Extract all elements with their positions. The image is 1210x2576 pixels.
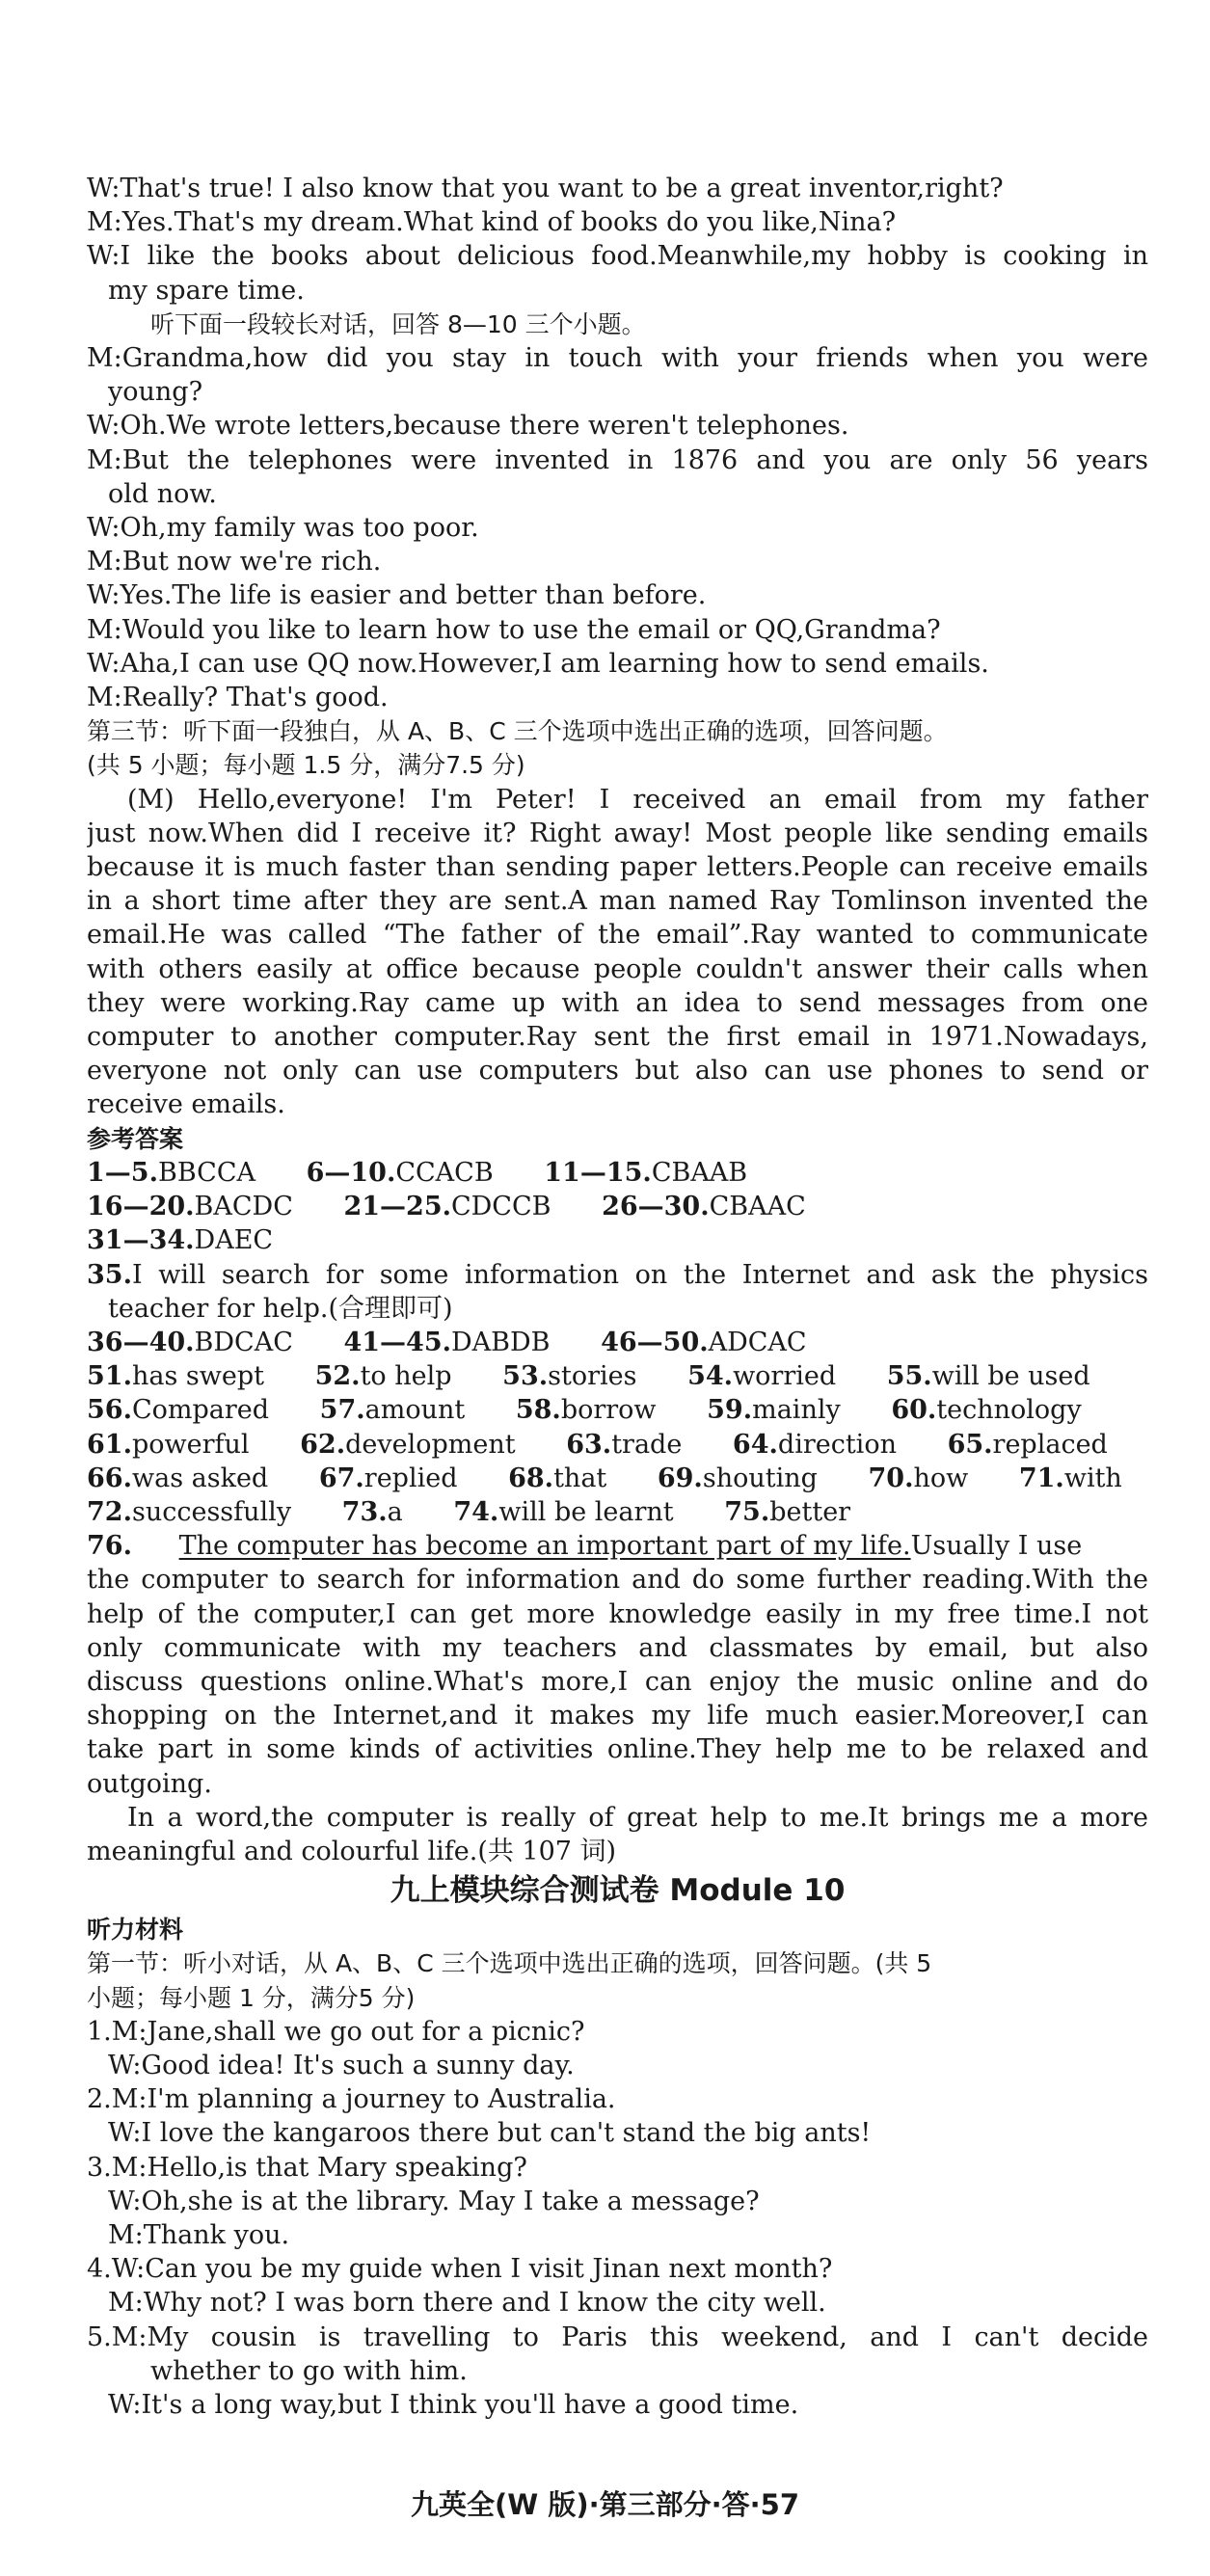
dialogue-line: W:I love the kangaroos there but can't stand the big ants! xyxy=(108,2118,872,2149)
essay-topic-sentence: The computer has become an important part of my life. xyxy=(178,1531,911,1562)
essay-line: In a word,the computer is really of great help to me.It brings me a more xyxy=(127,1802,1148,1833)
answer-value: DAEC xyxy=(194,1225,274,1256)
answer-value: mainly xyxy=(752,1395,841,1426)
dialogue-line: young? xyxy=(108,377,203,408)
answer-number: 59. xyxy=(707,1395,753,1426)
monologue-line: because it is much faster than sending paper letters.People can receive emails xyxy=(87,852,1148,883)
answer-row xyxy=(87,1156,1148,1190)
answer-value: replied xyxy=(363,1462,458,1493)
answer-value: with xyxy=(1063,1462,1122,1493)
answer-number: 31—34. xyxy=(87,1225,195,1256)
answer-number: 6—10. xyxy=(306,1157,396,1188)
answer-number: 36—40. xyxy=(87,1327,195,1357)
dialogue-line: W:Oh.We wrote letters,because there weren't telephones. xyxy=(87,411,849,442)
answers-heading: 参考答案 xyxy=(87,1124,184,1153)
dialogue-line: M:Thank you. xyxy=(108,2219,290,2250)
dialogue-line: 3.M:Hello,is that Mary speaking? xyxy=(87,2152,527,2183)
monologue-line: with others easily at office because people couldn't answer their calls when xyxy=(87,953,1148,984)
answer-value: ADCAC xyxy=(708,1327,807,1357)
answer-35-line2: teacher for help.(合理即可) xyxy=(108,1293,453,1324)
essay-line: the computer to search for information and do some further reading.With the xyxy=(87,1565,1148,1596)
monologue-line: email.He was called “The father of the email”.Ray wanted to communicate xyxy=(87,920,1148,951)
answer-number: 56. xyxy=(87,1395,132,1426)
answer-value: direction xyxy=(777,1429,897,1460)
essay-first-line xyxy=(87,1529,1148,1563)
answer-number: 46—50. xyxy=(601,1327,709,1357)
dialogue-line: 2.M:I'm planning a journey to Australia. xyxy=(87,2084,616,2115)
answer-value: amount xyxy=(364,1395,466,1426)
dialogue-line: M:Grandma,how did you stay in touch with your friends when you were xyxy=(87,343,1148,374)
answer-value: I will search for some information on the Internet and ask the physics xyxy=(131,1259,1148,1290)
answer-row xyxy=(87,1428,1148,1462)
answer-number: 76. xyxy=(87,1531,132,1562)
section-1-scoring: 小题；每小题 1 分，满分5 分) xyxy=(87,1983,416,2012)
answer-number: 71. xyxy=(1018,1462,1064,1493)
answer-value: that xyxy=(553,1462,607,1493)
answer-value: successfully xyxy=(131,1496,292,1527)
answer-value: how xyxy=(913,1462,969,1493)
answer-number: 64. xyxy=(732,1429,778,1460)
answer-number: 74. xyxy=(453,1496,499,1527)
answer-row xyxy=(87,1326,1148,1359)
monologue-line: in a short time after they are sent.A man named Ray Tomlinson invented the xyxy=(87,886,1148,917)
essay-line: outgoing. xyxy=(87,1768,212,1799)
answer-number: 63. xyxy=(566,1429,612,1460)
dialogue-line: W:Oh,my family was too poor. xyxy=(87,513,479,544)
answer-number: 26—30. xyxy=(602,1192,710,1222)
dialogue-line: W:That's true! I also know that you want to be a great inventor,right? xyxy=(87,174,1004,203)
module-title: 九上模块综合测试卷 Module 10 xyxy=(390,1873,846,1909)
answer-number: 58. xyxy=(515,1395,561,1426)
dialogue-line: 5.M:My cousin is travelling to Paris this weekend, and I can't decide xyxy=(87,2321,1148,2352)
answer-number: 1—5. xyxy=(87,1157,158,1188)
answer-value: technology xyxy=(936,1395,1082,1426)
monologue-line: they were working.Ray came up with an idea to send messages from one xyxy=(87,987,1148,1018)
answer-value: Compared xyxy=(131,1395,270,1426)
dialogue-line: whether to go with him. xyxy=(150,2355,468,2386)
answer-number: 41—45. xyxy=(343,1327,451,1357)
answer-number: 65. xyxy=(947,1429,993,1460)
listening-heading: 听力材料 xyxy=(87,1916,184,1945)
answer-number: 54. xyxy=(687,1361,734,1392)
answer-value: a xyxy=(387,1496,403,1527)
essay-line: take part in some kinds of activities online.They help me to be relaxed and xyxy=(87,1734,1148,1765)
answer-number: 67. xyxy=(318,1462,364,1493)
answer-number: 35. xyxy=(87,1259,132,1290)
essay-text: Usually I use xyxy=(910,1531,1083,1562)
answer-number: 57. xyxy=(319,1395,365,1426)
answer-row xyxy=(87,1359,1148,1393)
monologue-line: (M) Hello,everyone! I'm Peter! I received an email from my father xyxy=(127,784,1148,815)
answer-row xyxy=(87,1462,1148,1495)
answer-number: 52. xyxy=(314,1361,361,1392)
answer-value: DABDB xyxy=(451,1327,551,1357)
dialogue-line: W:It's a long way,but I think you'll have a good time. xyxy=(108,2390,799,2420)
dialogue-line: my spare time. xyxy=(108,275,305,306)
dialogue-line: M:But now we're rich. xyxy=(87,547,382,577)
answer-number: 51. xyxy=(87,1361,132,1392)
answer-row xyxy=(87,1495,1148,1529)
answer-number: 61. xyxy=(87,1429,132,1460)
monologue-line: computer to another computer.Ray sent the first email in 1971.Nowadays, xyxy=(87,1022,1148,1053)
section-3-scoring: (共 5 小题；每小题 1.5 分，满分7.5 分) xyxy=(87,751,525,780)
answer-number: 62. xyxy=(300,1429,346,1460)
essay-line: discuss questions online.What's more,I can enjoy the music online and do xyxy=(87,1666,1148,1697)
dialogue-line: W:Aha,I can use QQ now.However,I am learning how to send emails. xyxy=(87,648,989,679)
answer-value: borrow xyxy=(560,1395,657,1426)
answer-value: powerful xyxy=(131,1429,250,1460)
answer-number: 70. xyxy=(868,1462,914,1493)
answer-value: better xyxy=(769,1496,851,1527)
answer-value: has swept xyxy=(131,1361,264,1392)
answer-number: 73. xyxy=(341,1496,388,1527)
essay-line: meaningful and colourful life.(共 107 词) xyxy=(87,1836,617,1866)
answer-number: 11—15. xyxy=(544,1157,652,1188)
answer-value: BDCAC xyxy=(194,1327,293,1357)
answer-number: 68. xyxy=(508,1462,554,1493)
answer-35-line1 xyxy=(87,1258,1148,1292)
answer-value: BACDC xyxy=(194,1192,293,1222)
instruction-8-10: 听下面一段较长对话，回答 8—10 三个小题。 xyxy=(150,309,646,338)
answer-number: 66. xyxy=(87,1462,132,1493)
answer-number: 69. xyxy=(657,1462,703,1493)
answer-value: replaced xyxy=(992,1429,1108,1460)
section-1-heading: 第一节：听小对话，从 A、B、C 三个选项中选出正确的选项，回答问题。(共 5 xyxy=(87,1949,932,1978)
answer-row xyxy=(87,1223,1148,1257)
answer-value: trade xyxy=(611,1429,683,1460)
dialogue-line: W:Good idea! It's such a sunny day. xyxy=(108,2050,575,2080)
monologue-line: everyone not only can use computers but also can use phones to send or xyxy=(87,1056,1148,1087)
answer-number: 21—25. xyxy=(343,1192,451,1222)
answer-row xyxy=(87,1393,1148,1427)
dialogue-line: M:Would you like to learn how to use the email or QQ,Grandma? xyxy=(87,614,941,645)
answer-number: 75. xyxy=(724,1496,770,1527)
answer-value: was asked xyxy=(131,1462,269,1493)
dialogue-line: M:Really? That's good. xyxy=(87,683,389,713)
dialogue-line: W:Oh,she is at the library. May I take a message? xyxy=(108,2186,760,2216)
essay-line: shopping on the Internet,and it makes my life much easier.Moreover,I can xyxy=(87,1701,1148,1731)
answer-row xyxy=(87,1190,1148,1223)
dialogue-line: W:Yes.The life is easier and better than before. xyxy=(87,580,707,611)
answer-number: 55. xyxy=(886,1361,932,1392)
answer-number: 53. xyxy=(502,1361,549,1392)
monologue-line: just now.When did I receive it? Right away! Most people like sending emails xyxy=(87,818,1148,848)
dialogue-line: old now. xyxy=(108,478,217,509)
essay-line: help of the computer,I can get more knowledge easily in my free time.I not xyxy=(87,1598,1148,1629)
answer-value: CCACB xyxy=(395,1157,494,1188)
answer-value: CBAAB xyxy=(651,1157,748,1188)
answer-number: 16—20. xyxy=(87,1192,195,1222)
answer-value: CDCCB xyxy=(451,1192,551,1222)
dialogue-line: 4.W:Can you be my guide when I visit Jinan next month? xyxy=(87,2254,833,2285)
essay-line: only communicate with my teachers and classmates by email, but also xyxy=(87,1632,1148,1663)
answer-value: will be used xyxy=(931,1361,1090,1392)
monologue-line: receive emails. xyxy=(87,1089,285,1120)
answer-value: development xyxy=(345,1429,516,1460)
dialogue-line: M:Yes.That's my dream.What kind of books do you like,Nina? xyxy=(87,207,897,238)
answer-number: 72. xyxy=(87,1496,132,1527)
answer-value: will be learnt xyxy=(498,1496,674,1527)
dialogue-line: M:But the telephones were invented in 1876 and you are only 56 years xyxy=(87,444,1148,475)
dialogue-line: 1.M:Jane,shall we go out for a picnic? xyxy=(87,2016,585,2047)
section-3-heading: 第三节：听下面一段独白，从 A、B、C 三个选项中选出正确的选项，回答问题。 xyxy=(87,717,948,746)
answer-value: shouting xyxy=(702,1462,818,1493)
answer-value: stories xyxy=(548,1361,637,1392)
dialogue-line: W:I like the books about delicious food.Meanwhile,my hobby is cooking in xyxy=(87,241,1148,272)
page-footer: 九英全(W 版)·第三部分·答·57 xyxy=(411,2488,799,2521)
answer-value: to help xyxy=(360,1361,452,1392)
answer-number: 60. xyxy=(891,1395,937,1426)
dialogue-line: M:Why not? I was born there and I know the city well. xyxy=(108,2288,826,2319)
answer-value: CBAAC xyxy=(709,1192,806,1222)
answer-value: worried xyxy=(733,1361,837,1392)
answer-value: BBCCA xyxy=(157,1157,255,1188)
